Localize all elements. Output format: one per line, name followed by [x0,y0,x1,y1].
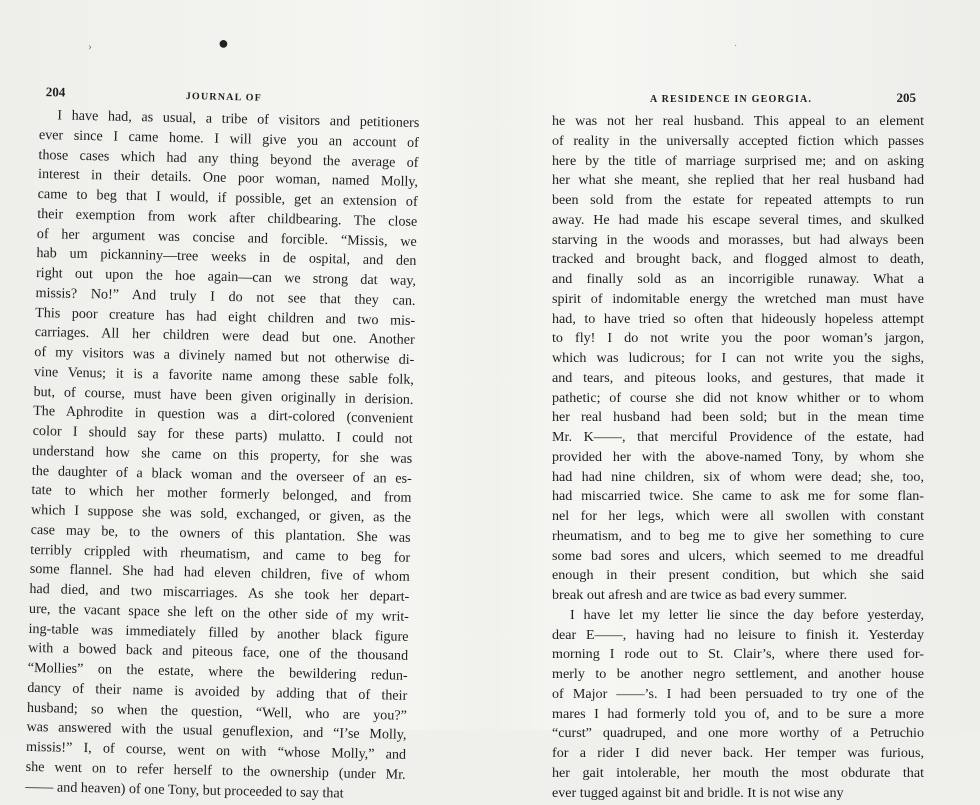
text-line: ing-table was immediately filled by another black figure [28,620,409,645]
text-line: came to beg that I would, if possible, get an extension of [37,185,418,210]
text-line: was answered with the usual genuflexion, and “I’se Molly, [26,719,407,744]
text-line: provided her with the above-named Tony, by whom she [552,448,924,465]
text-line: she went on to refer herself to the ownership (under Mr. [25,758,406,783]
running-head: A RESIDENCE IN GEORGIA. [650,94,813,105]
text-line: some bad sores and ulcers, which seemed to me dreadful [552,547,924,564]
text-line: merly to be another negro settlement, and another house [552,666,924,682]
text-line: their exemption from work after childbearing. The close [37,205,418,230]
text-line: missis!” I, of course, went on with “whose Molly,” and [25,738,407,763]
text-line: husband; so when the question, “Well, who are you?” [26,699,408,724]
text-line: interest in their details. One poor woman, named Molly, [37,166,419,191]
text-line: for a rider I did never back. Her temper was furious, [552,745,924,761]
text-line: ever since I came home. I will give you an account of [38,126,420,151]
right-page-body [552,112,924,803]
text-line: dancy of their name is avoided by adding that of their [27,679,408,704]
text-line: terribly crippled with rheumatism, and came to beg for [30,541,411,566]
text-line: which I suppose she was sold, exchanged, or given, as the [30,501,412,526]
text-line: had died, and two miscarriages. As she took her depart- [29,580,410,605]
text-line: nel for her legs, which were all swollen with constant [552,508,924,524]
text-line: The Aphrodite in question was a dirt-colored (convenient [32,403,414,428]
text-line: case may be, to the owners of this plantation. She was [30,521,411,546]
text-line: “curst” quadruped, and one more worthy of a Petruchio [552,725,924,742]
text-line: This poor creature has had eight children and two mis- [35,304,416,329]
left-page-body [25,106,419,805]
text-line: ure, the vacant space she left on the other side of my writ- [28,600,410,625]
text-line: had miscarried twice. She came to ask me for some flan- [552,488,924,505]
text-line: dear E——, having had no leisure to finish it. Yesterday [552,626,924,643]
text-line: some flannel. She had had eleven children, five of whom [29,561,410,586]
text-line: and tears, and piteous looks, and gestures, that made it [552,369,924,386]
text-line: her what she meant, she replied that her real husband had [552,172,924,189]
text-line: of her argument was concise and forcible. “Missis, we [36,225,417,250]
text-line: of my visitors was a divinely named but not otherwise di- [34,343,415,368]
text-line: tate to which her mother formerly belonged, and from [31,482,412,507]
page-number: 204 [45,84,66,100]
text-line: of reality in the universally accepted fiction which passes [552,132,924,149]
text-line: away. He had made his escape several times, and skulked [552,211,924,228]
text-line: had, to have tried so often that hideously hopeless attempt [552,310,924,327]
scan-speck-mark: · [734,41,738,52]
text-line: he was not her real husband. This appeal to an element [552,113,924,129]
scan-speck-mark: › [88,39,92,53]
text-line: pathetic; of course she did not know whither or to whom [552,389,924,406]
left-page [25,84,420,805]
text-line: “Mollies” on the estate, where the bewildering redun- [27,659,408,684]
text-line: and finally sold as an incorrigible runaway. What a [552,271,924,287]
text-line: the daughter of a black woman and the overseer of an es- [31,462,412,487]
text-line: which was ludicrous; for I can not write you the sighs, [552,350,924,366]
text-line: —— and heaven) of one Tony, but proceeded to say that [25,778,344,802]
text-line: tracked and brought back, and flogged almost to death, [552,251,924,268]
text-line: enough in their present condition, but which she said [552,567,924,584]
text-line: morning I rode out to St. Clair’s, where there used for- [552,646,924,663]
text-line: I have had, as usual, a tribe of visitors and petitioners [57,107,420,131]
page-number: 205 [896,90,916,105]
text-line: had had nine children, six of whom were dead; she, too, [552,468,924,485]
running-head: JOURNAL OF [185,91,263,104]
text-line: her gait intolerable, her mouth the most obdurate that [552,764,924,781]
text-line: but, of course, must have been given originally in derision. [33,383,414,408]
text-line: here by the title of marriage surprised me; and on asking [552,152,924,169]
right-page [552,90,924,803]
text-line: with a bowed back and piteous face, one of the thousand [28,640,409,665]
text-line: ever tugged against bit and bridle. It is not wise any [552,784,844,801]
text-line: starving in the woods and morasses, but had always been [552,231,924,248]
text-line: hab um pickanniny—tree weeks in de ospital, and den [36,245,417,270]
ink-blot-mark: ● [218,33,229,53]
text-line: right out upon the hoe again—can we strong dat way, [35,264,417,289]
text-line: Mr. K——, that merciful Providence of the estate, had [552,429,924,445]
text-line: break out afresh and are twice as bad every summer. [552,587,848,603]
text-line: to fly! I do not write you the poor woman’s jargon, [552,330,924,347]
text-line: mares I had formerly told you of, and to be sure a more [552,705,924,722]
text-line: spirit of indomitable energy the wretched man must have [552,290,924,307]
text-line: those cases which had any thing beyond the average of [38,146,419,171]
text-line: color I should say for these parts) mulatto. I could not [32,422,413,447]
right-page-header [552,90,924,112]
text-line: of Major ——’s. I had been persuaded to try one of the [552,685,924,702]
text-line: understand how she came on this property, for she was [32,442,413,467]
text-line: her real husband had been sold; but in the mean time [552,409,924,426]
text-line: I have let my letter lie since the day before yesterday, [570,606,924,623]
text-line: been sold from the estate for repeated attempts to run [552,192,924,208]
text-line: missis? No!” And truly I do not see that they can. [35,284,416,309]
text-line: rheumatism, and to beg me to give her something to cure [552,527,924,544]
text-line: carriages. All her children were dead but one. Another [34,324,415,349]
text-line: vine Venus; it is a favorite name among these sable folk, [33,363,415,388]
